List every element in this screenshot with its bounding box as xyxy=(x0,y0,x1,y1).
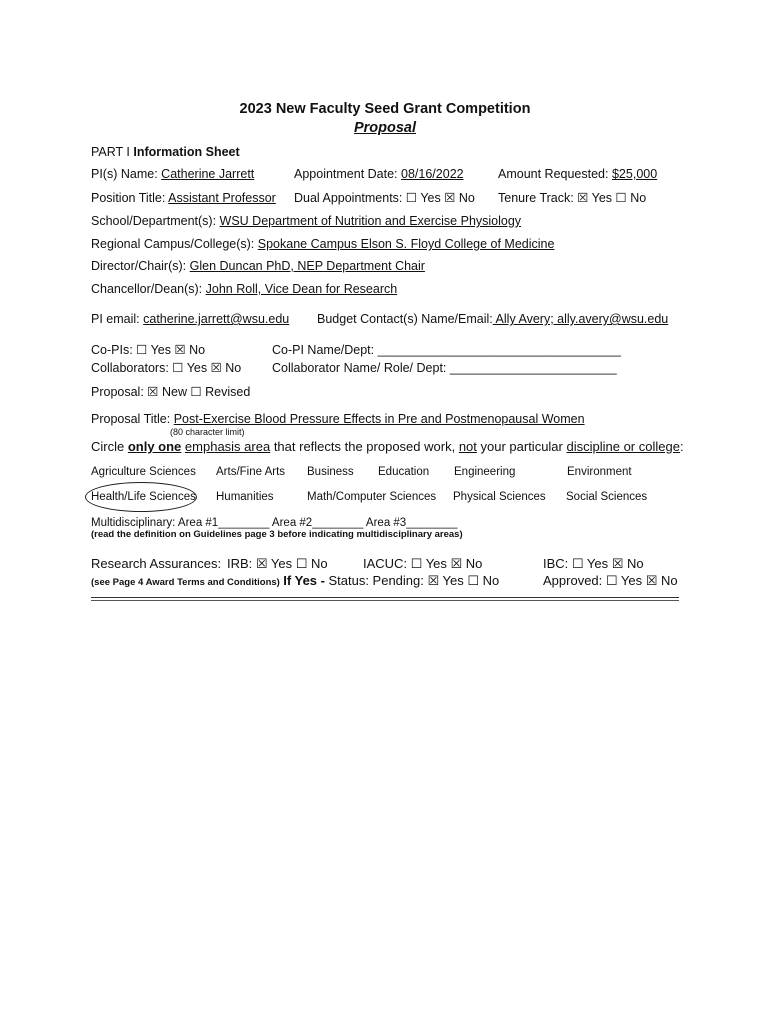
regional-campus-field xyxy=(91,237,554,252)
iacuc-field[interactable]: IACUC: ☐ Yes ☒ No xyxy=(363,556,483,571)
collaborators-field[interactable]: Collaborators: ☐ Yes ☒ No xyxy=(91,361,242,375)
dual-appointments-field[interactable]: Dual Appointments: ☐ Yes ☒ No xyxy=(294,191,475,205)
area-arts-fine-arts[interactable]: Arts/Fine Arts xyxy=(216,466,286,478)
chancellor-dean-field xyxy=(91,282,397,297)
director-chair-value: Glen Duncan PhD, NEP Department Chair xyxy=(189,259,425,273)
regional-campus-label: Regional Campus/College(s): xyxy=(91,237,255,251)
area-humanities[interactable]: Humanities xyxy=(216,491,274,503)
section-divider-top xyxy=(91,597,679,598)
pi-name-label: PI(s) Name: xyxy=(91,167,158,181)
area-agriculture-sciences[interactable]: Agriculture Sciences xyxy=(91,466,196,478)
instruction-only-one: only one xyxy=(127,439,182,454)
pi-name-field xyxy=(91,167,254,182)
co-pis-field[interactable]: Co-PIs: ☐ Yes ☒ No xyxy=(91,343,206,357)
pi-email-value: catherine.jarrett@wsu.edu xyxy=(143,312,290,326)
proposal-type-field[interactable]: Proposal: ☒ New ☐ Revised xyxy=(91,385,251,399)
appointment-date-label: Appointment Date: xyxy=(294,167,398,181)
ibc-field[interactable]: IBC: ☐ Yes ☒ No xyxy=(543,556,644,571)
chancellor-dean-value: John Roll, Vice Dean for Research xyxy=(205,282,398,296)
part-title: Information Sheet xyxy=(133,145,240,159)
school-department-value: WSU Department of Nutrition and Exercise Physiology xyxy=(219,214,522,228)
area-social-sciences[interactable]: Social Sciences xyxy=(566,491,648,503)
amount-requested-field xyxy=(498,167,657,182)
pi-name-value: Catherine Jarrett xyxy=(161,167,255,181)
budget-contact-field xyxy=(317,312,668,327)
co-pi-name-field: Co-PI Name/Dept: ___________________________________ xyxy=(272,343,621,357)
director-chair-field xyxy=(91,259,425,274)
irb-field[interactable]: IRB: ☒ Yes ☐ No xyxy=(227,556,328,571)
pending-status-field[interactable]: Status: Pending: ☒ Yes ☐ No xyxy=(328,573,500,588)
assurances-status-line xyxy=(91,573,499,590)
if-yes-label: If Yes - xyxy=(283,573,325,588)
regional-campus-value: Spokane Campus Elson S. Floyd College of Medicine xyxy=(257,237,555,251)
area-business[interactable]: Business xyxy=(307,466,354,478)
amount-requested-value: $25,000 xyxy=(611,167,658,181)
area-engineering[interactable]: Engineering xyxy=(454,466,516,478)
document-title: 2023 New Faculty Seed Grant Competition xyxy=(239,101,531,117)
budget-contact-value: Ally Avery; ally.avery@wsu.edu xyxy=(492,312,669,326)
research-assurances-label: Research Assurances: xyxy=(91,556,222,571)
area-health-life-sciences[interactable]: Health/Life Sciences xyxy=(91,491,196,503)
multidisciplinary-field: Multidisciplinary: Area #1________ Area #2________ Area #3________ xyxy=(91,517,458,529)
tenure-track-field[interactable]: Tenure Track: ☒ Yes ☐ No xyxy=(498,191,647,205)
director-chair-label: Director/Chair(s): xyxy=(91,259,187,273)
instruction-emphasis-area: emphasis area xyxy=(184,439,271,454)
position-title-field xyxy=(91,191,276,206)
position-title-label: Position Title: xyxy=(91,191,166,205)
amount-requested-label: Amount Requested: xyxy=(498,167,609,181)
instruction-text-3: that reflects the proposed work, xyxy=(270,439,459,454)
appointment-date-field xyxy=(294,167,464,182)
appointment-date-value: 08/16/2022 xyxy=(401,167,464,181)
chancellor-dean-label: Chancellor/Dean(s): xyxy=(91,282,203,296)
see-page-note: (see Page 4 Award Terms and Conditions) xyxy=(91,577,280,588)
approved-status-field[interactable]: Approved: ☐ Yes ☒ No xyxy=(543,573,678,588)
proposal-title-value: Post-Exercise Blood Pressure Effects in Pre and Postmenopausal Women xyxy=(173,412,585,426)
school-department-field xyxy=(91,214,521,229)
instruction-colon: : xyxy=(679,439,684,454)
area-environment[interactable]: Environment xyxy=(567,466,632,478)
part-heading xyxy=(91,145,240,160)
instruction-not: not xyxy=(458,439,477,454)
character-limit-note: (80 character limit) xyxy=(170,427,245,437)
school-department-label: School/Department(s): xyxy=(91,214,217,228)
multidisciplinary-note: (read the definition on Guidelines page 3 before indicating multidisciplinary areas) xyxy=(91,529,463,540)
pi-email-label: PI email: xyxy=(91,312,140,326)
emphasis-instruction xyxy=(91,439,684,454)
proposal-title-field xyxy=(91,412,585,427)
instruction-text-4: your particular xyxy=(476,439,567,454)
area-education[interactable]: Education xyxy=(378,466,430,478)
collaborator-name-field: Collaborator Name/ Role/ Dept: ________________________ xyxy=(272,361,617,375)
area-physical-sciences[interactable]: Physical Sciences xyxy=(453,491,546,503)
pi-email-field xyxy=(91,312,289,327)
instruction-text-1: Circle xyxy=(91,439,128,454)
position-title-value: Assistant Professor xyxy=(168,191,276,205)
budget-contact-label: Budget Contact(s) Name/Email: xyxy=(317,312,493,326)
section-divider-bottom xyxy=(91,600,679,601)
instruction-discipline: discipline or college xyxy=(566,439,680,454)
area-math-computer-sciences[interactable]: Math/Computer Sciences xyxy=(307,491,437,503)
proposal-title-label: Proposal Title: xyxy=(91,412,171,426)
document-subtitle: Proposal xyxy=(353,120,417,136)
part-label: PART I xyxy=(91,145,130,159)
